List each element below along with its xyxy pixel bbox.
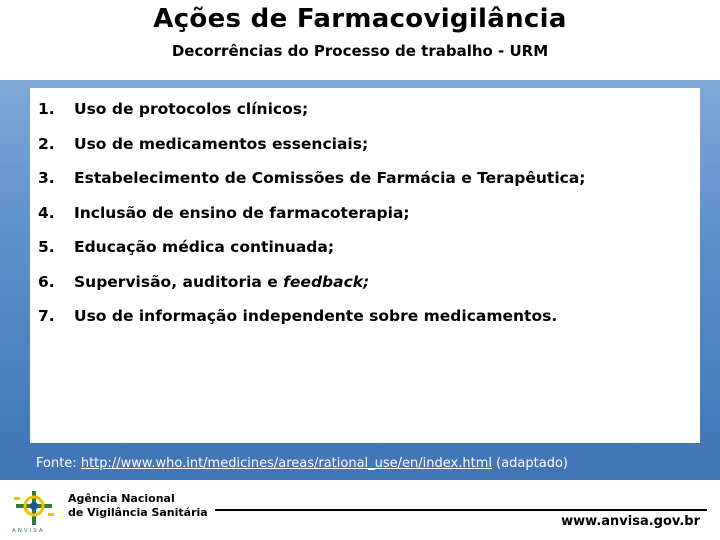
item-text: Inclusão de ensino de farmacoterapia;	[74, 203, 410, 222]
item-text: Estabelecimento de Comissões de Farmácia e Terapêutica;	[74, 169, 586, 187]
item-text-italic: feedback;	[283, 272, 370, 291]
item-number: 4.	[38, 203, 55, 222]
item-text: Uso de informação independente sobre medicamentos.	[74, 307, 558, 325]
item-number: 2.	[38, 134, 55, 153]
source-link[interactable]: http://www.who.int/medicines/areas/rational_use/en/index.html	[80, 456, 492, 471]
website-link[interactable]: www.anvisa.gov.br	[561, 514, 700, 529]
item-number: 1.	[38, 100, 55, 118]
logo-text: ANVISA	[12, 528, 45, 534]
slide-subtitle: Decorrências do Processo de trabalho - URM	[171, 42, 549, 60]
source-citation	[36, 456, 568, 471]
item-text: Uso de protocolos clínicos;	[74, 100, 309, 118]
item-number: 3.	[38, 169, 55, 187]
item-text: Uso de medicamentos essenciais;	[74, 134, 369, 153]
list-item	[38, 92, 586, 127]
item-text: Supervisão, auditoria e	[74, 272, 284, 291]
item-number: 5.	[38, 238, 55, 256]
item-number: 6.	[38, 272, 55, 291]
list-item	[38, 161, 586, 196]
actions-list	[38, 92, 586, 334]
source-prefix: Fonte:	[36, 456, 81, 471]
agency-line-1: Agência Nacional	[68, 492, 175, 505]
list-item	[38, 127, 586, 162]
footer-divider	[215, 509, 707, 511]
list-item	[38, 299, 586, 334]
agency-name	[68, 492, 208, 520]
list-item	[38, 196, 586, 231]
list-item	[38, 230, 586, 265]
list-item	[38, 265, 586, 300]
item-number: 7.	[38, 307, 55, 325]
item-text: Educação médica continuada;	[74, 238, 335, 256]
content-panel	[30, 88, 700, 443]
agency-line-2: de Vigilância Sanitária	[68, 506, 208, 519]
source-suffix: (adaptado)	[491, 456, 568, 471]
slide-title: Ações de Farmacovigilância	[153, 4, 567, 34]
